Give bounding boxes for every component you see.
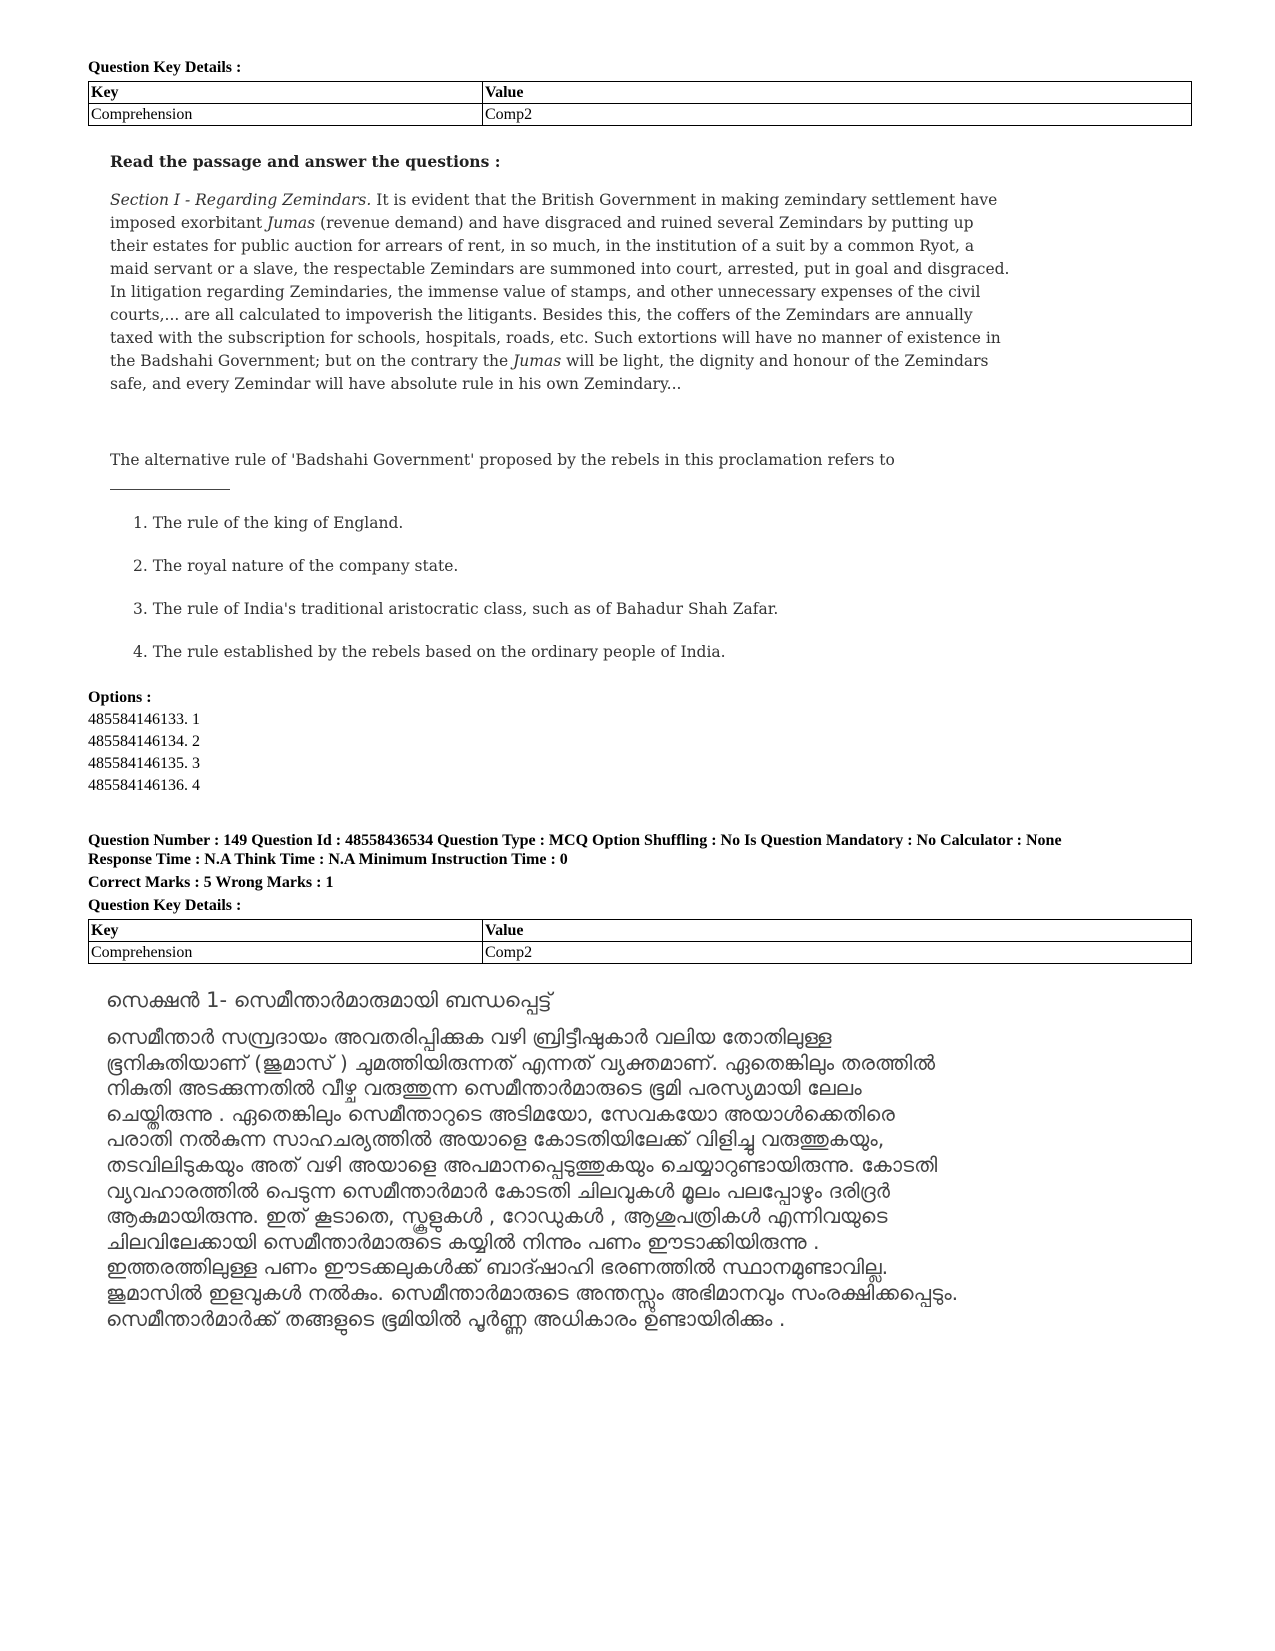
table-row bbox=[89, 942, 1192, 964]
table-header-value: Value bbox=[483, 82, 1192, 104]
key-value-table bbox=[88, 919, 1192, 964]
passage-text-part: will be light, the dignity and honour of the Zemindars safe, and every Zemindar will have absolute rule in his own Zemindary... bbox=[110, 352, 989, 393]
choice-4: 4. The rule established by the rebels based on the ordinary people of India. bbox=[133, 643, 726, 661]
question-stem: The alternative rule of 'Badshahi Government' proposed by the rebels in this proclamation refers to bbox=[110, 451, 895, 469]
table-row bbox=[89, 104, 1192, 126]
table-header-row bbox=[89, 920, 1192, 942]
table-cell-key: Comprehension bbox=[89, 104, 483, 126]
answer-blank-line bbox=[110, 489, 230, 490]
malayalam-passage bbox=[106, 985, 966, 1332]
choice-2: 2. The royal nature of the company state. bbox=[133, 557, 459, 575]
option-item: 485584146136. 4 bbox=[88, 777, 200, 794]
table-header-row bbox=[89, 82, 1192, 104]
table-cell-key: Comprehension bbox=[89, 942, 483, 964]
choice-1: 1. The rule of the king of England. bbox=[133, 514, 404, 532]
options-label: Options : bbox=[88, 689, 152, 706]
marks-line: Correct Marks : 5 Wrong Marks : 1 bbox=[88, 874, 334, 891]
table-header-key: Key bbox=[89, 82, 483, 104]
passage-block bbox=[110, 150, 1010, 396]
table-header-value: Value bbox=[483, 920, 1192, 942]
question-meta-line-1: Question Number : 149 Question Id : 48558436534 Question Type : MCQ Option Shuffling : No Is Question Mandatory : No Calculator : None bbox=[88, 832, 1062, 849]
choice-3: 3. The rule of India's traditional aristocratic class, such as of Bahadur Shah Zafar. bbox=[133, 600, 779, 618]
passage-heading: Read the passage and answer the questions : bbox=[110, 152, 501, 171]
table-header-key: Key bbox=[89, 920, 483, 942]
passage-text-part: It is evident that the British Government in making zemindary settlement have imposed exorbitant bbox=[110, 191, 998, 232]
malayalam-heading: സെക്ഷൻ 1- സെമീന്താർമാരുമായി ബന്ധപ്പെട്ട് bbox=[106, 988, 552, 1012]
question-meta-line-2: Response Time : N.A Think Time : N.A Minimum Instruction Time : 0 bbox=[88, 851, 568, 868]
key-value-table bbox=[88, 81, 1192, 126]
option-item: 485584146133. 1 bbox=[88, 711, 200, 728]
option-item: 485584146134. 2 bbox=[88, 733, 200, 750]
table-cell-value: Comp2 bbox=[483, 104, 1192, 126]
passage-section-title: Section I - Regarding Zemindars. bbox=[110, 191, 372, 209]
passage-term: Jumas bbox=[513, 352, 562, 370]
passage-term: Jumas bbox=[267, 214, 316, 232]
question-key-details-label: Question Key Details : bbox=[88, 59, 242, 76]
malayalam-body: സെമീന്താർ സമ്പ്രദായം അവതരിപ്പിക്കുക വഴി ബ്രിട്ടീഷുകാർ വലിയ തോതിലുള്ള ഭൂനികുതിയാണ് (ജുമാസ് ) ചുമത്തിയിരുന്നത് എന്നത് വ്യക്തമാണ്. ഏതെങ്കിലും തരത്തിൽ നികുതി അടക്കുന്നതിൽ വീഴ്ച വരുത്തുന്ന സെമീന്താർമാരുടെ ഭൂമി പരസ്യമായി ലേലം ചെയ്തിരുന്നു . ഏതെങ്കിലും സെമീന്താറുടെ അടിമയോ, സേവകയോ അയാൾക്കെതിരെ പരാതി നൽകുന്ന സാഹചര്യത്തിൽ അയാളെ കോടതിയിലേക്ക് വിളിച്ചു വരുത്തുകയും, തടവിലിടുകയും അത് വഴി അയാളെ അപമാനപ്പെടുത്തുകയും ചെയ്യാറുണ്ടായിരുന്നു. കോടതി വ്യവഹാരത്തിൽ പെടുന്ന സെമീന്താർമാർ കോടതി ചിലവുകൾ മൂലം പലപ്പോഴും ദരിദ്രർ ആകുമായിരുന്നു. ഇത് കൂടാതെ, സ്കൂളുകൾ , റോഡുകൾ , ആശുപത്രികൾ എന്നിവയുടെ ചിലവിലേക്കായി സെമീന്താർമാരുടെ കയ്യിൽ നിന്നും പണം ഈടാക്കിയിരുന്നു . ഇത്തരത്തിലുള്ള പണം ഈടക്കലുകൾക്ക് ബാദ്ഷാഹി ഭരണത്തിൽ സ്ഥാനമുണ്ടാവില്ല. ജുമാസിൽ ഇളവുകൾ നൽകും. സെമീന്താർമാരുടെ അന്തസ്സും അഭിമാനവും സംരക്ഷിക്കപ്പെടും. സെമീന്താർമാർക്ക് തങ്ങളുടെ ഭൂമിയിൽ പൂർണ്ണ അധികാരം ഉണ്ടായിരിക്കും . bbox=[106, 1025, 959, 1331]
passage-text bbox=[110, 189, 1010, 396]
passage-text-part: (revenue demand) and have disgraced and ruined several Zemindars by putting up their estates for public auction for arrears of rent, in so much, in the institution of a suit by a common Ryot, a maid servant or a slave, the respectable Zemindars are summoned into court, arrested, put in goal and disgraced. In litigation regarding Zemindaries, the immense value of stamps, and other unnecessary expenses of the civil courts,... are all calculated to impoverish the litigants. Besides this, the coffers of the Zemindars are annually taxed with the subscription for schools, hospitals, roads, etc. Such extortions will have no manner of existence in the Badshahi Government; but on the contrary the bbox=[110, 214, 1010, 370]
question-key-details-label: Question Key Details : bbox=[88, 897, 242, 914]
option-item: 485584146135. 3 bbox=[88, 755, 200, 772]
table-cell-value: Comp2 bbox=[483, 942, 1192, 964]
